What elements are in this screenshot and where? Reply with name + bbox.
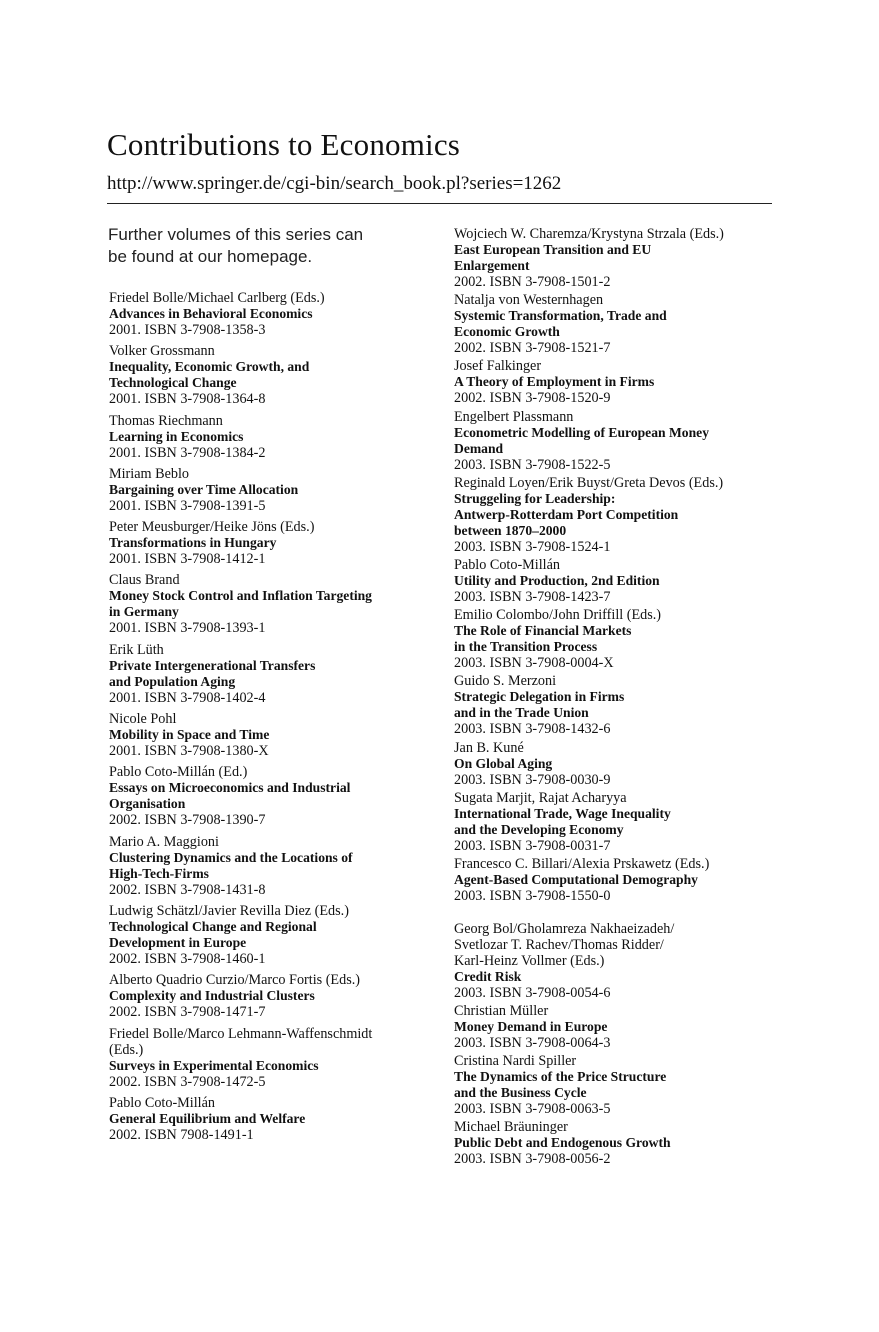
book-author: Reginald Loyen/Erik Buyst/Greta Devos (Eds.): [454, 474, 724, 491]
book-entry: [109, 1095, 444, 1143]
book-title: and in the Trade Union: [454, 705, 589, 721]
book-title: Organisation: [109, 796, 186, 812]
book-title: Complexity and Industrial Clusters: [109, 988, 315, 1004]
book-title: Antwerp-Rotterdam Port Competition: [454, 506, 679, 522]
book-entry: [109, 1026, 444, 1090]
book-author: Sugata Marjit, Rajat Acharyya: [454, 789, 627, 806]
book-isbn: 2002. ISBN 7908-1491-1: [109, 1126, 254, 1143]
book-entry: [109, 466, 444, 514]
book-entry: [454, 1119, 779, 1167]
book-title: Essays on Microeconomics and Industrial: [109, 780, 351, 796]
book-title: The Dynamics of the Price Structure: [454, 1069, 667, 1085]
book-isbn: 2001. ISBN 3-7908-1391-5: [109, 497, 266, 514]
book-isbn: 2003. ISBN 3-7908-0056-2: [454, 1151, 611, 1168]
book-entry: [454, 475, 779, 555]
book-isbn: 2002. ISBN 3-7908-1520-9: [454, 390, 611, 407]
book-title: Private Intergenerational Transfers: [109, 657, 316, 673]
book-title: Mobility in Space and Time: [109, 727, 270, 743]
book-author: Georg Bol/Gholamreza Nakhaeizadeh/: [454, 920, 675, 937]
book-author: Francesco C. Billari/Alexia Prskawetz (Eds.): [454, 855, 710, 872]
book-isbn: 2001. ISBN 3-7908-1358-3: [109, 322, 266, 338]
book-author: Friedel Bolle/Michael Carlberg (Eds.): [109, 290, 325, 306]
book-author: Erik Lüth: [109, 641, 164, 658]
book-title: Credit Risk: [454, 968, 522, 984]
book-isbn: 2003. ISBN 3-7908-0031-7: [454, 837, 611, 854]
book-author: Alberto Quadrio Curzio/Marco Fortis (Eds.): [109, 972, 360, 989]
intro-line: be found at our homepage.: [108, 247, 313, 266]
book-author: Pablo Coto-Millán (Ed.): [109, 764, 248, 781]
book-title: Inequality, Economic Growth, and: [109, 359, 310, 375]
book-isbn: 2002. ISBN 3-7908-1431-8: [109, 881, 266, 898]
book-title: Money Demand in Europe: [454, 1019, 608, 1035]
book-entry: [454, 358, 779, 406]
book-title: Clustering Dynamics and the Locations of: [109, 849, 353, 865]
book-title: The Role of Financial Markets: [454, 623, 632, 639]
book-author: Josef Falkinger: [454, 358, 542, 375]
book-entry: [109, 711, 444, 759]
right-book-column: [454, 226, 779, 1167]
book-isbn: 2003. ISBN 3-7908-0004-X: [454, 655, 614, 672]
book-title: Bargaining over Time Allocation: [109, 481, 299, 497]
book-isbn: 2002. ISBN 3-7908-1390-7: [109, 812, 266, 829]
book-isbn: 2003. ISBN 3-7908-0030-9: [454, 771, 611, 788]
book-entry: [454, 607, 779, 671]
book-title: Economic Growth: [454, 324, 560, 340]
book-title: Technological Change: [109, 375, 237, 391]
book-author: Volker Grossmann: [109, 343, 215, 360]
book-title: in Germany: [109, 604, 179, 620]
book-entry: [109, 519, 444, 567]
series-title: Contributions to Economics: [107, 127, 461, 162]
book-isbn: 2003. ISBN 3-7908-1550-0: [454, 887, 611, 904]
book-title: On Global Aging: [454, 755, 553, 771]
book-author: Cristina Nardi Spiller: [454, 1053, 577, 1070]
book-entry: [109, 834, 444, 898]
book-entry: [454, 790, 779, 854]
book-author: Claus Brand: [109, 572, 180, 589]
book-entry: [109, 903, 444, 967]
book-title: Utility and Production, 2nd Edition: [454, 572, 660, 588]
book-isbn: 2001. ISBN 3-7908-1402-4: [109, 689, 266, 706]
book-title: General Equilibrium and Welfare: [109, 1110, 306, 1126]
book-title: in the Transition Process: [454, 639, 598, 655]
book-title: Systemic Transformation, Trade and: [454, 308, 667, 324]
left-book-column: [109, 290, 444, 1143]
book-title: Agent-Based Computational Demography: [454, 871, 698, 887]
book-title: High-Tech-Firms: [109, 865, 209, 881]
book-title: Public Debt and Endogenous Growth: [454, 1135, 671, 1151]
book-isbn: 2002. ISBN 3-7908-1471-7: [109, 1004, 266, 1021]
book-title: East European Transition and EU: [454, 242, 652, 257]
book-author: Pablo Coto-Millán: [454, 556, 561, 573]
book-entry: [454, 1053, 779, 1117]
book-author: Friedel Bolle/Marco Lehmann-Waffenschmidt: [109, 1025, 373, 1042]
book-isbn: 2001. ISBN 3-7908-1412-1: [109, 551, 266, 568]
intro-line: Further volumes of this series can: [108, 225, 364, 244]
book-title: Transformations in Hungary: [109, 535, 277, 551]
book-isbn: 2001. ISBN 3-7908-1364-8: [109, 391, 266, 408]
book-entry: [109, 972, 444, 1020]
book-author: Karl-Heinz Vollmer (Eds.): [454, 952, 605, 969]
book-author: Michael Bräuninger: [454, 1119, 568, 1136]
book-author: Guido S. Merzoni: [454, 673, 557, 690]
book-author: Mario A. Maggioni: [109, 833, 219, 850]
book-entry: [109, 413, 444, 461]
book-title: Strategic Delegation in Firms: [454, 689, 625, 705]
book-title: Enlargement: [454, 258, 530, 273]
book-entry: [454, 856, 779, 904]
book-isbn: 2001. ISBN 3-7908-1393-1: [109, 620, 266, 637]
book-title: and the Business Cycle: [454, 1085, 587, 1101]
book-author: Natalja von Westernhagen: [454, 292, 604, 309]
book-author: Peter Meusburger/Heike Jöns (Eds.): [109, 519, 315, 536]
book-entry: [454, 673, 779, 737]
book-entry: [454, 292, 779, 356]
book-title: Econometric Modelling of European Money: [454, 424, 709, 440]
book-entry: [109, 343, 444, 407]
book-author: Ludwig Schätzl/Javier Revilla Diez (Eds.): [109, 902, 349, 919]
book-author: Svetlozar T. Rachev/Thomas Ridder/: [454, 936, 664, 953]
book-title: and Population Aging: [109, 673, 236, 689]
book-entry: [454, 1003, 779, 1051]
book-isbn: 2003. ISBN 3-7908-1432-6: [454, 721, 611, 738]
book-author: Engelbert Plassmann: [454, 408, 574, 425]
book-author: (Eds.): [109, 1041, 144, 1058]
book-isbn: 2003. ISBN 3-7908-0064-3: [454, 1035, 611, 1052]
book-title: Surveys in Experimental Economics: [109, 1057, 319, 1073]
intro-text: [108, 224, 408, 268]
header-rule: [107, 203, 772, 204]
book-isbn: 2003. ISBN 3-7908-0054-6: [454, 984, 611, 1001]
book-title: Demand: [454, 440, 504, 456]
book-author: Wojciech W. Charemza/Krystyna Strzala (Eds.): [454, 226, 724, 242]
book-entry: [109, 642, 444, 706]
book-author: Pablo Coto-Millán: [109, 1094, 216, 1111]
book-title: A Theory of Employment in Firms: [454, 374, 655, 390]
book-author: Nicole Pohl: [109, 711, 177, 728]
book-entry: [454, 557, 779, 605]
book-isbn: 2001. ISBN 3-7908-1380-X: [109, 743, 269, 760]
book-author: Thomas Riechmann: [109, 412, 223, 429]
book-title: Learning in Economics: [109, 428, 244, 444]
book-title: Money Stock Control and Inflation Targeting: [109, 588, 372, 604]
book-isbn: 2003. ISBN 3-7908-1423-7: [454, 588, 611, 605]
book-isbn: 2002. ISBN 3-7908-1460-1: [109, 950, 266, 967]
book-isbn: 2001. ISBN 3-7908-1384-2: [109, 444, 266, 461]
book-entry: [454, 921, 779, 1001]
book-author: Emilio Colombo/John Driffill (Eds.): [454, 607, 662, 624]
book-author: Christian Müller: [454, 1003, 549, 1020]
book-title: Advances in Behavioral Economics: [109, 306, 313, 321]
book-title: International Trade, Wage Inequality: [454, 805, 671, 821]
book-entry: [109, 572, 444, 636]
book-isbn: 2002. ISBN 3-7908-1521-7: [454, 340, 611, 357]
book-isbn: 2003. ISBN 3-7908-0063-5: [454, 1101, 611, 1118]
book-entry: [454, 226, 779, 290]
book-entry: [454, 740, 779, 788]
book-isbn: 2002. ISBN 3-7908-1501-2: [454, 274, 611, 290]
book-entry: [454, 409, 779, 473]
book-isbn: 2003. ISBN 3-7908-1522-5: [454, 456, 611, 473]
book-title: Development in Europe: [109, 934, 247, 950]
book-entry: [109, 764, 444, 828]
book-title: Struggeling for Leadership:: [454, 490, 616, 506]
book-title: and the Developing Economy: [454, 821, 624, 837]
book-title: Technological Change and Regional: [109, 918, 317, 934]
book-isbn: 2002. ISBN 3-7908-1472-5: [109, 1073, 266, 1090]
series-url: http://www.springer.de/cgi-bin/search_book.pl?series=1262: [107, 173, 562, 194]
book-author: Miriam Beblo: [109, 465, 189, 482]
book-author: Jan B. Kuné: [454, 739, 524, 756]
book-isbn: 2003. ISBN 3-7908-1524-1: [454, 538, 611, 555]
book-title: between 1870–2000: [454, 522, 567, 538]
book-entry: [109, 290, 444, 338]
